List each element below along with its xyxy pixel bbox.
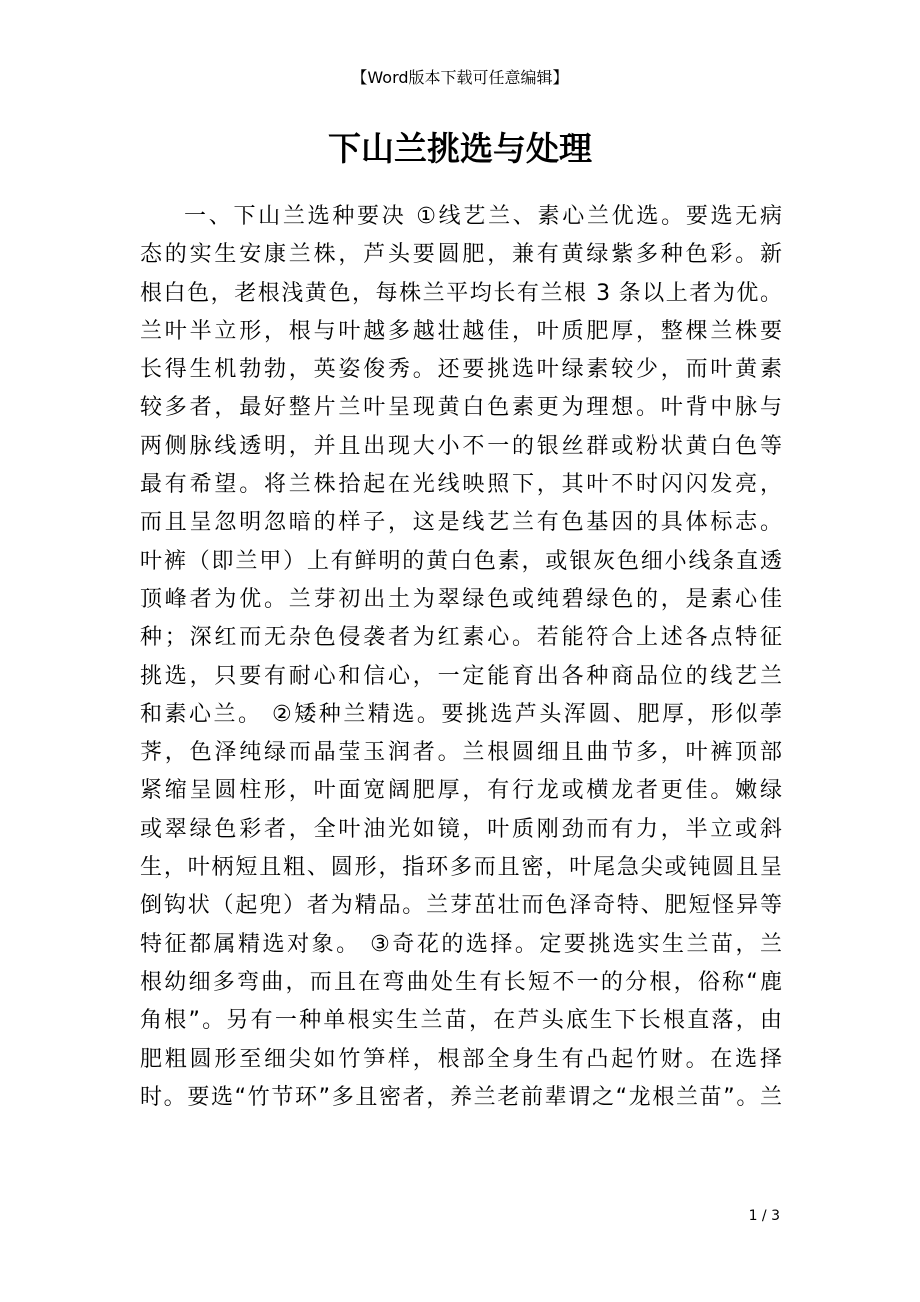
body-line: 两侧脉线透明，并且出现大小不一的银丝群或粉状黄白色等 [140,433,782,459]
body-line: 生，叶柄短且粗、圆形，指环多而且密，叶尾急尖或钝圆且呈 [140,855,782,881]
body-line: 而且呈忽明忽暗的样子，这是线艺兰有色基因的具体标志。 [140,510,782,536]
body-line: 时。要选“竹节环”多且密者，养兰老前辈谓之“龙根兰苗”。兰 [140,1084,782,1110]
body-line: 特征都属精选对象。 ③奇花的选择。定要挑选实生兰苗，兰 [140,931,782,957]
body-line: 荠，色泽纯绿而晶莹玉润者。兰根圆细且曲节多，叶裤顶部 [140,740,782,766]
body-line: 较多者，最好整片兰叶呈现黄白色素更为理想。叶背中脉与 [140,395,782,421]
document-body [140,198,782,1117]
document-title: 下山兰挑选与处理 [328,129,592,168]
page-number: 1 / 3 [748,1208,780,1224]
body-line: 倒钩状（起兜）者为精品。兰芽茁壮而色泽奇特、肥短怪异等 [140,893,782,919]
body-line: 或翠绿色彩者，全叶油光如镜，叶质刚劲而有力，半立或斜 [140,816,782,842]
body-line: 态的实生安康兰株，芦头要圆肥，兼有黄绿紫多种色彩。新 [140,242,782,268]
page-header: 【Word版本下载可任意编辑】 [351,68,569,87]
body-line: 长得生机勃勃，英姿俊秀。还要挑选叶绿素较少，而叶黄素 [140,357,782,383]
body-line: 最有希望。将兰株拾起在光线映照下，其叶不时闪闪发亮， [140,472,782,498]
body-line: 兰叶半立形，根与叶越多越壮越佳，叶质肥厚，整棵兰株要 [140,318,782,344]
body-line: 种；深红而无杂色侵袭者为红素心。若能符合上述各点特征 [140,625,782,651]
body-line: 根白色，老根浅黄色，每株兰平均长有兰根 3 条以上者为优。 [140,280,782,306]
body-line: 肥粗圆形至细尖如竹笋样，根部全身生有凸起竹财。在选择 [140,1046,782,1072]
body-line: 一、下山兰选种要决 ①线艺兰、素心兰优选。要选无病 [184,204,782,229]
body-line: 紧缩呈圆柱形，叶面宽阔肥厚，有行龙或横龙者更佳。嫩绿 [140,778,782,804]
body-line: 叶裤（即兰甲）上有鲜明的黄白色素，或银灰色细小线条直透 [140,548,782,574]
body-line: 和素心兰。 ②矮种兰精选。要挑选芦头浑圆、肥厚，形似荸 [140,701,782,727]
body-line: 挑选，只要有耐心和信心，一定能育出各种商品位的线艺兰 [140,663,782,689]
body-line: 角根”。另有一种单根实生兰苗，在芦头底生下长根直落，由 [140,1008,782,1034]
body-line: 根幼细多弯曲，而且在弯曲处生有长短不一的分根，俗称“鹿 [140,969,782,995]
body-line: 顶峰者为优。兰芽初出土为翠绿色或纯碧绿色的，是素心佳 [140,586,782,612]
